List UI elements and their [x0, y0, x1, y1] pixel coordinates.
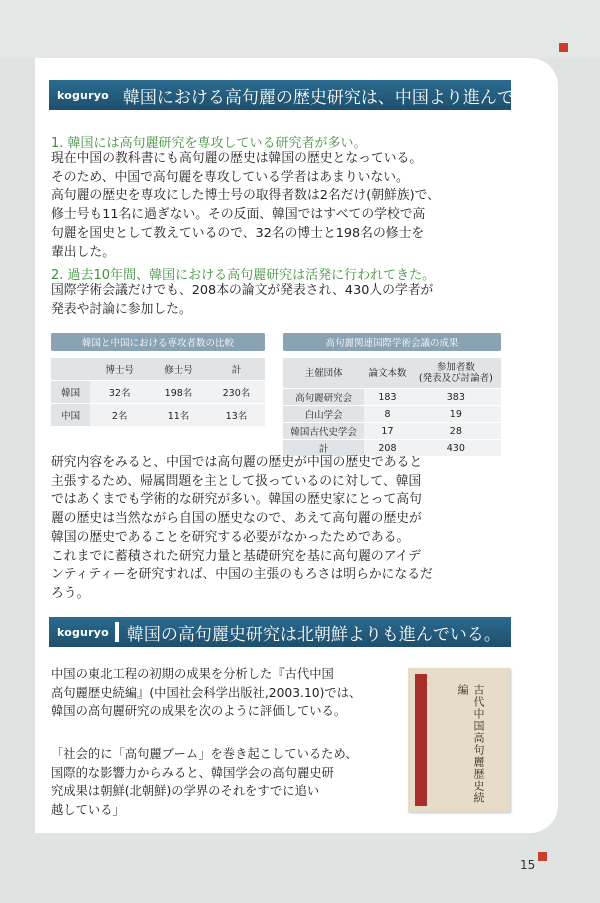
body-line: 研究内容をみると、中国では高句麗の歴史が中国の歴史であると: [51, 455, 423, 470]
table-cell: 2名: [90, 404, 149, 427]
body-line: 修士号も11名に過ぎない。その反面、韓国ではすべての学校で高: [51, 207, 426, 223]
book-cover-image: [408, 668, 510, 812]
table-row: [283, 389, 501, 406]
table-header: 論文本数: [364, 358, 410, 389]
table-header: 計: [208, 358, 265, 381]
section2-title: 韓国の高句麗史研究は北朝鮮よりも進んでいる。: [126, 624, 501, 645]
body-line: これまでに蓄積された研究力量と基礎研究を基に高句麗のアイデ: [51, 548, 421, 564]
table-cell: 13名: [208, 404, 265, 427]
analysis-body: [51, 454, 513, 604]
table-header: [411, 358, 501, 389]
table-row: [51, 404, 265, 427]
table-cell: 17: [364, 423, 410, 440]
table-cell: 白山学会: [283, 406, 364, 423]
section1-title: 韓国における高句麗の歴史研究は、中国より進んでいる。: [122, 87, 565, 108]
point2-body: [51, 282, 513, 319]
body-line: 「社会的に「高句麗ブーム」を巻き起こしているため、: [51, 747, 358, 761]
table-row: [283, 423, 501, 440]
accent-square: [559, 43, 568, 52]
body-line: ろう。: [51, 585, 90, 601]
body-line: ではあくまでも学術的な研究が多い。韓国の歴史家にとって高句: [51, 492, 422, 508]
body-line: 越している」: [51, 803, 125, 818]
section1-banner: [49, 80, 565, 110]
table-row: [51, 381, 265, 404]
section1-tag: koguryo: [57, 88, 109, 102]
body-line: 高句麗の歴史を専攻にした博士号の取得者数は2名だけ(朝鮮族)で、: [51, 188, 440, 204]
table-cell: 計: [283, 440, 364, 457]
table-header: 修士号: [149, 358, 208, 381]
body-line: 究成果は朝鮮(北朝鮮)の学界のそれをすでに追い: [51, 784, 320, 799]
section2-intro: [51, 665, 403, 721]
point1-heading: 1. 韓国には高句麗研究を専攻している研究者が多い。: [51, 136, 367, 151]
body-line: 国際学術会議だけでも、208本の論文が発表され、430人の学者が: [51, 283, 434, 298]
table-cell: 高句麗研究会: [283, 389, 364, 406]
table2-caption: 高句麗関連国際学術会議の成果: [283, 333, 501, 351]
book-title: 古代中国高句麗歴史続編: [456, 684, 485, 804]
body-line: 麗の歴史は当然ながら自国の歴史なので、あえて高句麗の歴史が: [51, 511, 422, 527]
table-cell: 32名: [90, 381, 149, 404]
comparison-table: [51, 333, 265, 426]
table-cell: 230名: [208, 381, 265, 404]
table-cell: 中国: [51, 404, 90, 427]
body-line: 高句麗歴史続編』(中国社会科学出版社,2003.10)では、: [51, 685, 362, 700]
table-cell: 19: [411, 406, 501, 423]
body-line: 発表や討論に参加した。: [51, 301, 192, 317]
table-header: 主催団体: [283, 358, 364, 389]
body-line: 韓国の歴史であることを研究する必要がなかったためである。: [51, 529, 410, 545]
point1-body: [51, 150, 513, 262]
table-cell: 11名: [149, 404, 208, 427]
table-header: 博士号: [90, 358, 149, 381]
table-cell: 198名: [149, 381, 208, 404]
table-cell: 韓国: [51, 381, 90, 404]
point2-heading: 2. 過去10年間、韓国における高句麗研究は活発に行われてきた。: [51, 268, 436, 283]
body-line: 主張するため、帰属問題を主として扱っているのに対して、韓国: [51, 473, 422, 489]
conference-table: [283, 333, 501, 456]
header-line: (発表及び討論者): [418, 373, 493, 384]
body-line: そのため、中国で高句麗を専攻している学者はあまりいない。: [51, 169, 409, 185]
body-line: 国際的な影響力からみると、韓国学会の高句麗史研: [51, 765, 334, 780]
table-cell: 383: [411, 389, 501, 406]
header-line: 参加者数: [436, 362, 475, 373]
table-cell: 28: [411, 423, 501, 440]
body-line: 輩出した。: [51, 244, 115, 260]
table-cell: 183: [364, 389, 410, 406]
section2-tag: koguryo: [57, 625, 109, 639]
book-spine-strip: [415, 674, 427, 806]
body-line: 現在中国の教科書にも高句麗の歴史は韓国の歴史となっている。: [51, 151, 423, 166]
banner-divider: [115, 622, 119, 642]
bottom-band: [0, 833, 600, 903]
body-line: ンティティーを研究すれば、中国の主張のもろさは明らかになるだ: [51, 567, 433, 583]
top-band: [0, 0, 600, 58]
table-row: [283, 406, 501, 423]
body-line: 句麗を国史として教えているので、32名の博士と198名の修士を: [51, 225, 425, 241]
accent-square-bottom: [538, 852, 547, 861]
table-cell: 韓国古代史学会: [283, 423, 364, 440]
body-line: 韓国の高句麗研究の成果を次のように評価している。: [51, 704, 347, 719]
table-cell: 208: [364, 440, 410, 457]
table1-caption: 韓国と中国における専攻者数の比較: [51, 333, 265, 351]
section2-banner: [49, 617, 511, 647]
body-line: 中国の東北工程の初期の成果を分析した『古代中国: [51, 667, 334, 681]
table-cell: 8: [364, 406, 410, 423]
table-cell: 430: [411, 440, 501, 457]
section2-quote: [51, 745, 403, 820]
page-number: 15: [520, 858, 536, 872]
table-header: [51, 358, 90, 381]
